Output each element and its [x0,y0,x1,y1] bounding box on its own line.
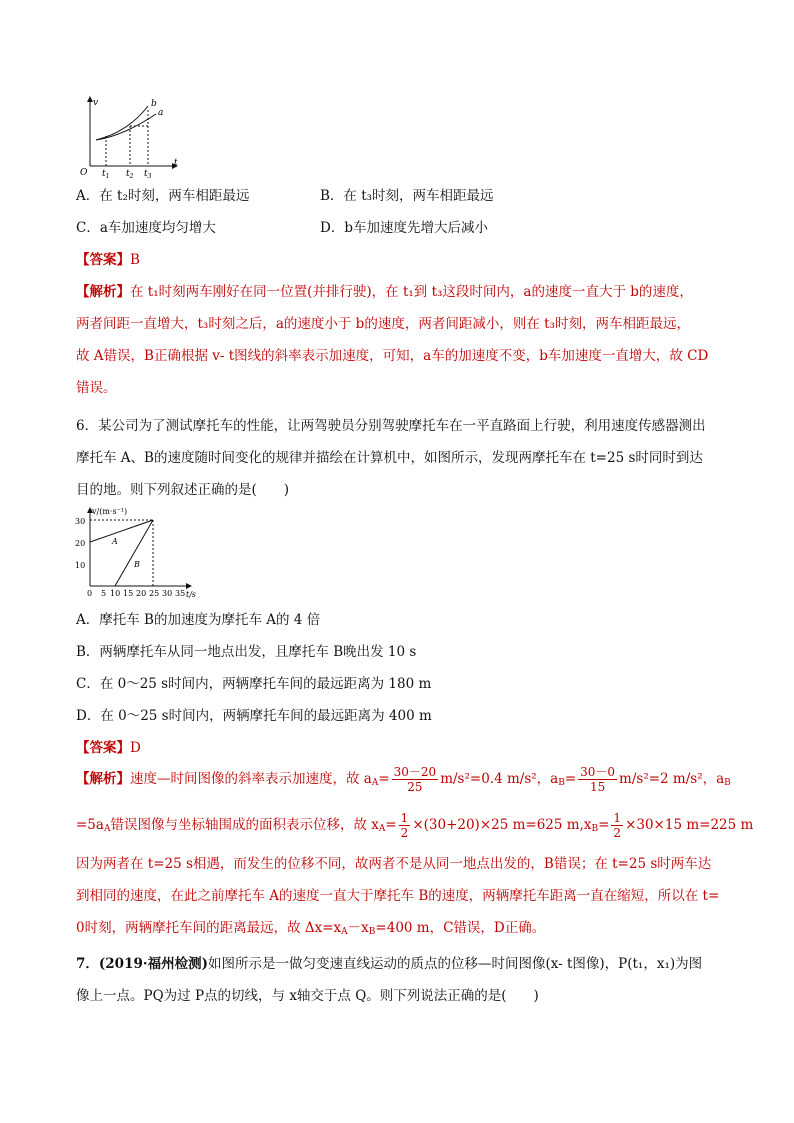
analysis-tag: 【解析】 [76,284,130,300]
q5-option-d: D．b车加速度先增大后减小 [320,220,488,236]
x-tick-35: 35 [175,589,186,598]
q6-analysis-line-4: 到相同的速度，在此之前摩托车 A的速度一直大于摩托车 B的速度，两辆摩托车距离一直在缩短，所以在 t= [76,888,720,904]
x-tick-10: 10 [110,589,121,598]
q6-option-d: D．在 0～25 s时间内，两辆摩托车间的最远距离为 400 m [76,708,432,724]
q6-analysis-line-2: $=5a_A$错误图像与坐标轴围成的面积表示位移，故 $x_A=$ $\frac{1}{2}$ ×(30+20)×25 m=625 $m,x_B=$ $\frac{1}{2}$ ×30×15 m=225 m [76,811,754,840]
t-axis-label: t [174,158,178,168]
q6-analysis-line-1: 【解析】速度—时间图像的斜率表示加速度，故 $a_A=$ $\frac{30-20}{25}$ m/s²=0.4 m/s²，$a_B=$ $\frac{30-0}{15}$ m/s²=2 m/s²，$a_B$ [76,765,731,794]
q6-option-c: C．在 0～25 s时间内，两辆摩托车间的最远距离为 180 m [76,676,432,692]
y-tick-20: 20 [75,539,86,548]
x-tick-0: 0 [87,589,93,598]
q7-stem-line-1: 7．(2019·福州检测)如图所示是一做匀变速直线运动的质点的位移—时间图像(x- t图像)，P(t₁，x₁)为图 [76,956,703,972]
t2-label: $t_2$ [126,169,134,180]
q6-answer [76,738,141,758]
q5-analysis-line-3: 故 A错误，B正确根据 v- t图线的斜率表示加速度，可知，a车的加速度不变，b车加速度一直增大，故 CD [76,348,709,364]
x-tick-20: 20 [136,589,147,598]
x-tick-15: 15 [123,589,134,598]
fraction-half-2: $\frac{1}{2}$ [613,811,622,840]
answer-value: B [130,252,140,268]
line-B [115,520,153,586]
answer-value: D [130,740,141,756]
curve-b-label: b [151,99,157,109]
label-A: A [112,537,118,546]
curve-a-label: a [158,108,164,118]
origin-label: O [80,168,88,178]
q6-stem-line-3: 目的地。则下列叙述正确的是( ) [76,482,290,498]
q6-option-a: A．摩托车 B的加速度为摩托车 A的 4 倍 [76,612,321,628]
x-tick-25: 25 [149,589,160,598]
t3-label: $t_3$ [144,169,152,180]
q6-stem-line-2: 摩托车 A、B的速度随时间变化的规律并描绘在计算机中，如图所示，发现两摩托车在 t=25 s时同时到达 [76,450,703,466]
q5-answer [76,250,140,270]
v-axis-label: v [93,98,99,108]
q5-analysis-line-2: 两者间距一直增大，t₃时刻之后，a的速度小于 b的速度，两者间距减小，则在 t₃时刻，两车相距最远， [76,316,690,332]
q5-analysis-line-4: 错误。 [76,380,117,396]
x-tick-5: 5 [101,589,107,598]
fraction-aA: $\frac{30-20}{25}$ [393,765,437,794]
label-B: B [134,560,140,569]
y-tick-30: 30 [75,517,86,526]
x-axis-label: t/s [186,590,197,599]
figure-vt-graph-motorcycles [72,504,202,600]
x-tick-30: 30 [162,589,173,598]
answer-tag: 【答案】 [76,252,130,268]
y-axis-label: v/(m·s⁻¹) [92,507,128,516]
answer-tag: 【答案】 [76,740,130,756]
q5-analysis-line-1: 【解析】在 t₁时刻两车刚好在同一位置(并排行驶)，在 t₁到 t₃这段时间内，a的速度一直大于 b的速度， [76,284,693,300]
curve-b [96,106,148,140]
fraction-half-1: $\frac{1}{2}$ [400,811,409,840]
q7-stem-line-2: 像上一点。PQ为过 P点的切线，与 x轴交于点 Q。则下列说法正确的是( ) [76,988,539,1004]
q5-option-b: B．在 t₃时刻，两车相距最远 [320,188,494,204]
line-A [90,520,153,542]
q6-analysis-line-5: 0时刻，两辆摩托车间的距离最远，故 $\Delta x=x_A-x_B=400$ m，C错误，D正确。 [76,920,546,937]
figure-vt-graph-ab [68,96,178,180]
x-axis-arrow [186,583,192,589]
fraction-aB: $\frac{30-0}{15}$ [580,765,616,794]
q5-option-c: C．a车加速度均匀增大 [76,220,216,236]
t1-label: $t_1$ [102,169,110,180]
q5-option-a: A．在 t₂时刻，两车相距最远 [76,188,250,204]
q6-analysis-line-3: 因为两者在 t=25 s相遇，而发生的位移不同，故两者不是从同一地点出发的，B错误；在 t=25 s时两车达 [76,856,712,872]
y-tick-10: 10 [75,561,86,570]
q6-stem-line-1: 6．某公司为了测试摩托车的性能，让两驾驶员分别驾驶摩托车在一平直路面上行驶，利用速度传感器测出 [76,418,706,434]
q6-option-b: B．两辆摩托车从同一地点出发，且摩托车 B晚出发 10 s [76,644,417,660]
